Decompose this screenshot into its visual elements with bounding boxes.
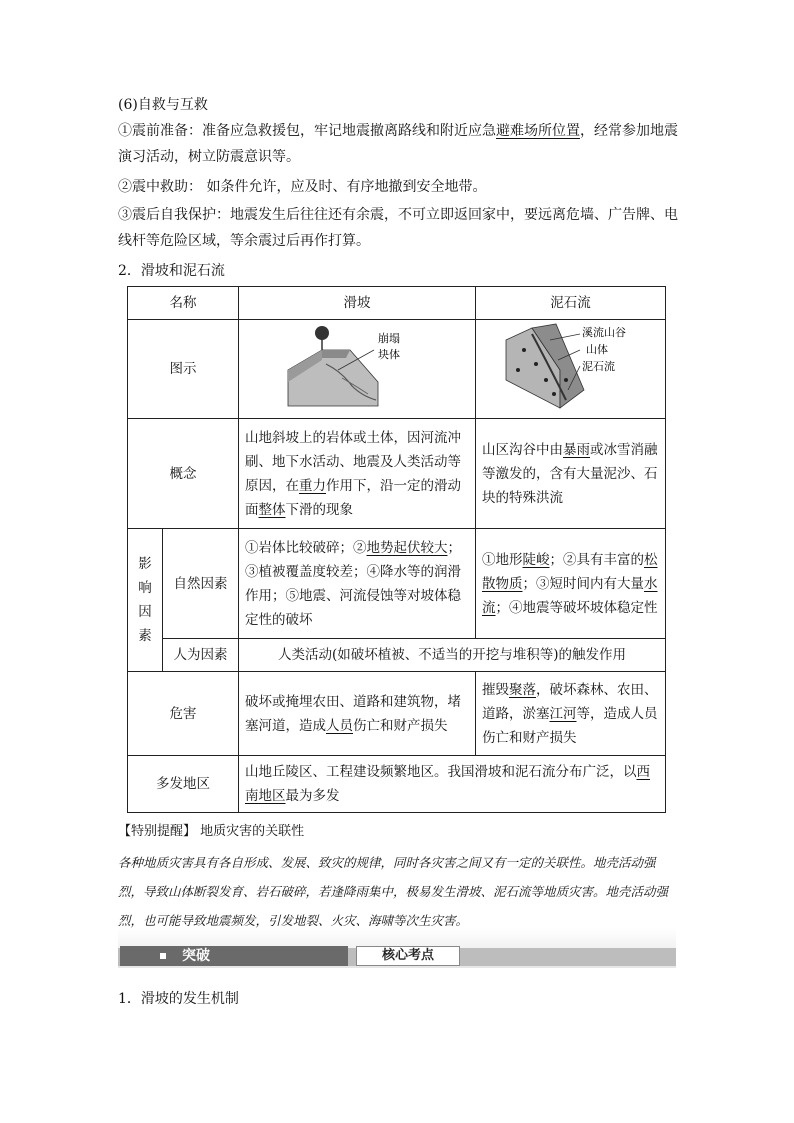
- row-label: 危害: [128, 672, 239, 756]
- debris-flow-figure: [476, 320, 666, 419]
- header-cell: 名称: [128, 287, 239, 320]
- paragraph-during-quake: ②震中救助： 如条件允许，应及时、有序地撤到安全地带。: [118, 179, 487, 195]
- debris-flow-concept: 山区沟谷中由暴雨或冰雪消融等激发的，含有大量泥沙、石块的特殊洪流: [476, 419, 666, 529]
- figure-label: 崩塌: [378, 332, 400, 345]
- paragraph-before-quake: ①震前准备：准备应急救援包，牢记地震撤离路线和附近应急避难场所位置，经常参加地震演习活动，树立防震意识等。: [118, 123, 678, 165]
- section-heading: 2．滑坡和泥石流: [118, 263, 225, 279]
- figure-label: 泥石流: [581, 360, 615, 373]
- header-cell: 泥石流: [476, 287, 666, 320]
- comparison-table: [127, 286, 666, 813]
- header-cell: 滑坡: [239, 287, 476, 320]
- note-title: 【特别提醒】 地质灾害的关联性: [118, 824, 305, 839]
- row-label: 图示: [128, 320, 239, 419]
- human-factors: 人类活动(如破坏植被、不适当的开挖与堆积等)的触发作用: [239, 639, 666, 672]
- paragraph-after-quake: ③震后自我保护：地震发生后往往还有余震，不可立即返回家中，要远离危墙、广告牌、电线杆等危险区域，等余震过后再作打算。: [118, 207, 678, 249]
- banner-tag: 突破: [120, 946, 348, 966]
- figure-label: 山体: [585, 343, 608, 356]
- section-heading: (6)自救与互救: [118, 97, 208, 113]
- section-heading: 1．滑坡的发生机制: [118, 991, 239, 1007]
- debris-flow-diagram: [496, 320, 646, 410]
- figure-label: 块体: [378, 348, 400, 361]
- debris-flow-natural-factors: ①地形陡峻；②具有丰富的松散物质；③短时间内有大量水流；④地震等破坏坡体稳定性: [476, 529, 666, 639]
- row-label: 概念: [128, 419, 239, 529]
- section-banner: [118, 928, 676, 968]
- landslide-natural-factors: ①岩体比较破碎；②地势起伏较大；③植被覆盖度较差；④降水等的润滑作用；⑤地震、河流侵蚀等对坡体稳定性的破坏: [239, 529, 476, 639]
- square-bullet-icon: [160, 953, 166, 959]
- row-label: 多发地区: [128, 756, 239, 813]
- row-label: 人为因素: [163, 639, 239, 672]
- note-body: 各种地质灾害具有各自形成、发展、致灾的规律，同时各灾害之间又有一定的关联性。地壳活动强烈，导致山体断裂发育、岩石破碎，若逢降雨集中，极易发生滑坡、泥石流等地质灾害。地壳活动强烈，也可能导致地震频发，引发地裂、火灾、海啸等次生灾害。: [118, 855, 669, 928]
- row-label: 自然因素: [163, 529, 239, 639]
- landslide-harm: 破坏或掩埋农田、道路和建筑物，堵塞河道，造成人员伤亡和财产损失: [239, 672, 476, 756]
- figure-label: 溪流山谷: [581, 326, 626, 339]
- landslide-diagram: [282, 320, 432, 410]
- frequent-areas: 山地丘陵区、工程建设频繁地区。我国滑坡和泥石流分布广泛，以西南地区最为多发: [239, 756, 666, 813]
- debris-flow-harm: 摧毁聚落，破坏森林、农田、道路，淤塞江河等，造成人员伤亡和财产损失: [476, 672, 666, 756]
- landslide-figure: [239, 320, 476, 419]
- landslide-concept: 山地斜坡上的岩体或土体，因河流冲刷、地下水活动、地震及人类活动等原因，在重力作用下，沿一定的滑动面整体下滑的现象: [239, 419, 476, 529]
- factors-label: 影 响 因 素: [128, 529, 163, 672]
- banner-subtitle: 核心考点: [356, 946, 460, 966]
